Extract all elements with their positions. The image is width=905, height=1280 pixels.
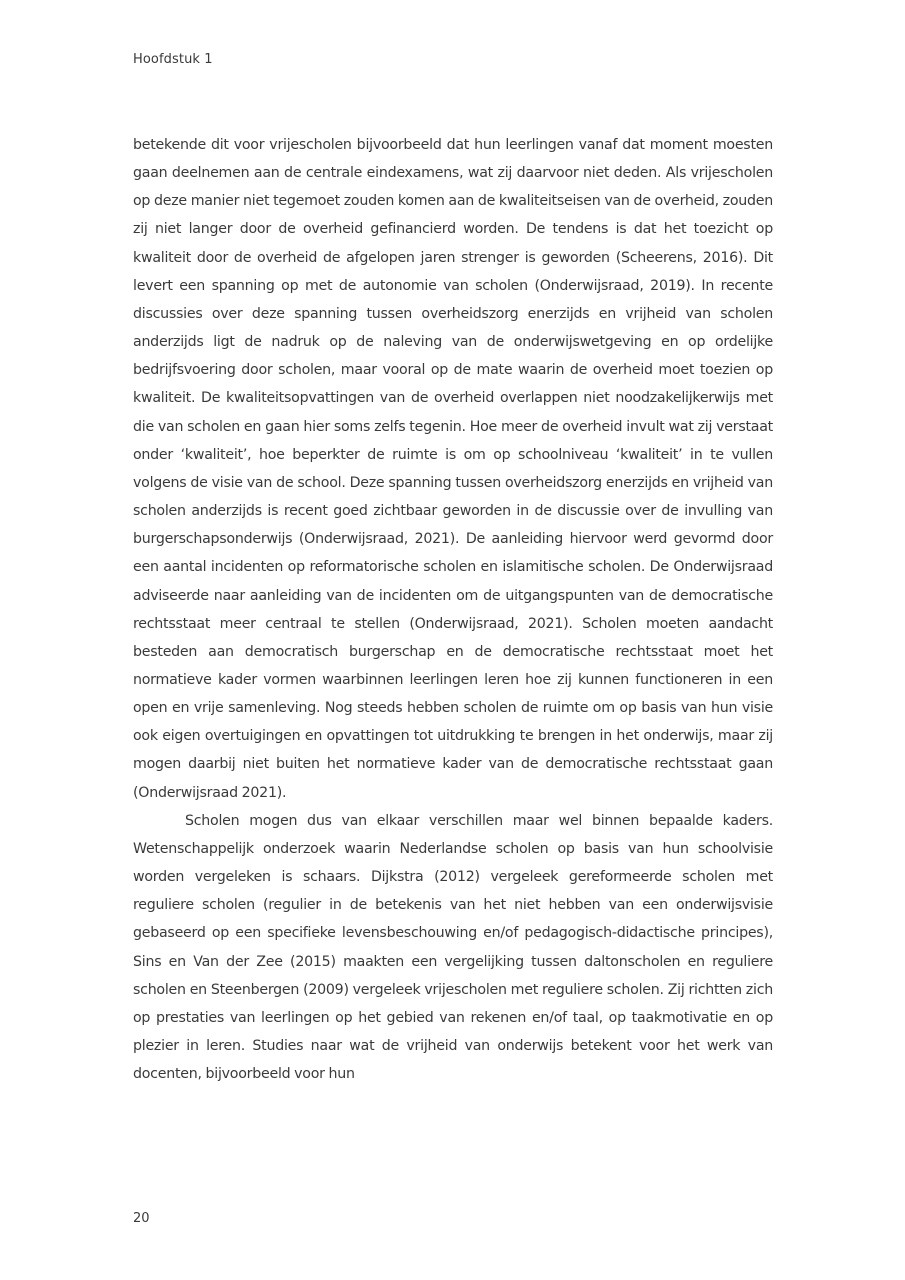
paragraph-scholen-mogen: Scholen mogen dus van elkaar verschillen maar wel binnen bepaalde kaders. Wetenschappelijk onderzoek waarin Nederlandse scholen op basis van hun schoolvisie worden vergeleken is schaars. Dijkstra (2012) vergeleek gereformeerde scholen met reguliere scholen (regulier in de betekenis van het niet hebben van een onderwijsvisie gebaseerd op een specifieke levensbeschouwing en/of pedagogisch-didactische principes), Sins en Van der Zee (2015) maakten een vergelijking tussen daltonscholen en reguliere scholen en Steenbergen (2009) vergeleek vrijescholen met reguliere scholen. Zij richtten zich op prestaties van leerlingen op het gebied van rekenen en/of taal, op taakmotivatie en op plezier in leren. Studies naar wat de vrijheid van onderwijs betekent voor het werk van docenten, bijvoorbeeld voor hun bbox=[133, 812, 773, 1083]
body-text bbox=[133, 131, 773, 1088]
running-header: Hoofdstuk 1 bbox=[133, 52, 213, 67]
paragraph-continued: betekende dit voor vrijescholen bijvoorbeeld dat hun leerlingen vanaf dat moment moesten gaan deelnemen aan de centrale eindexamens, wat zij daarvoor niet deden. Als vrijescholen op deze manier niet tegemoet zouden komen aan de kwaliteitseisen van de overheid, zouden zij niet langer door de overheid gefinancierd worden. De tendens is dat het toezicht op kwaliteit door de overheid de afgelopen jaren strenger is geworden (Scheerens, 2016). Dit levert een spanning op met de autonomie van scholen (Onderwijsraad, 2019). In recente discussies over deze spanning tussen overheidszorg enerzijds en vrijheid van scholen anderzijds ligt de nadruk op de naleving van de onderwijswetgeving en op ordelijke bedrijfsvoering door scholen, maar vooral op de mate waarin de overheid moet toezien op kwaliteit. De kwaliteitsopvattingen van de overheid overlappen niet noodzakelijkerwijs met die van scholen en gaan hier soms zelfs tegenin. Hoe meer de overheid invult wat zij verstaat onder ‘kwaliteit’, hoe beperkter de ruimte is om op schoolniveau ‘kwaliteit’ in te vullen volgens de visie van de school. Deze spanning tussen overheidszorg enerzijds en vrijheid van scholen anderzijds is recent goed zichtbaar geworden in de discussie over de invulling van burgerschapsonderwijs (Onderwijsraad, 2021). De aanleiding hiervoor werd gevormd door een aantal incidenten op reformatorische scholen en islamitische scholen. De Onderwijsraad adviseerde naar aanleiding van de incidenten om de uitgangspunten van de democratische rechtsstaat meer centraal te stellen (Onderwijsraad, 2021). Scholen moeten aandacht besteden aan democratisch burgerschap en de democratische rechtsstaat moet het normatieve kader vormen waarbinnen leerlingen leren hoe zij kunnen functioneren in een open en vrije samenleving. Nog steeds hebben scholen de ruimte om op basis van hun visie ook eigen overtuigingen en opvattingen tot uitdrukking te brengen in het onderwijs, maar zij mogen daarbij niet buiten het normatieve kader van de democratische rechtsstaat gaan (Onderwijsraad 2021). bbox=[133, 137, 773, 801]
page-number: 20 bbox=[133, 1211, 150, 1226]
